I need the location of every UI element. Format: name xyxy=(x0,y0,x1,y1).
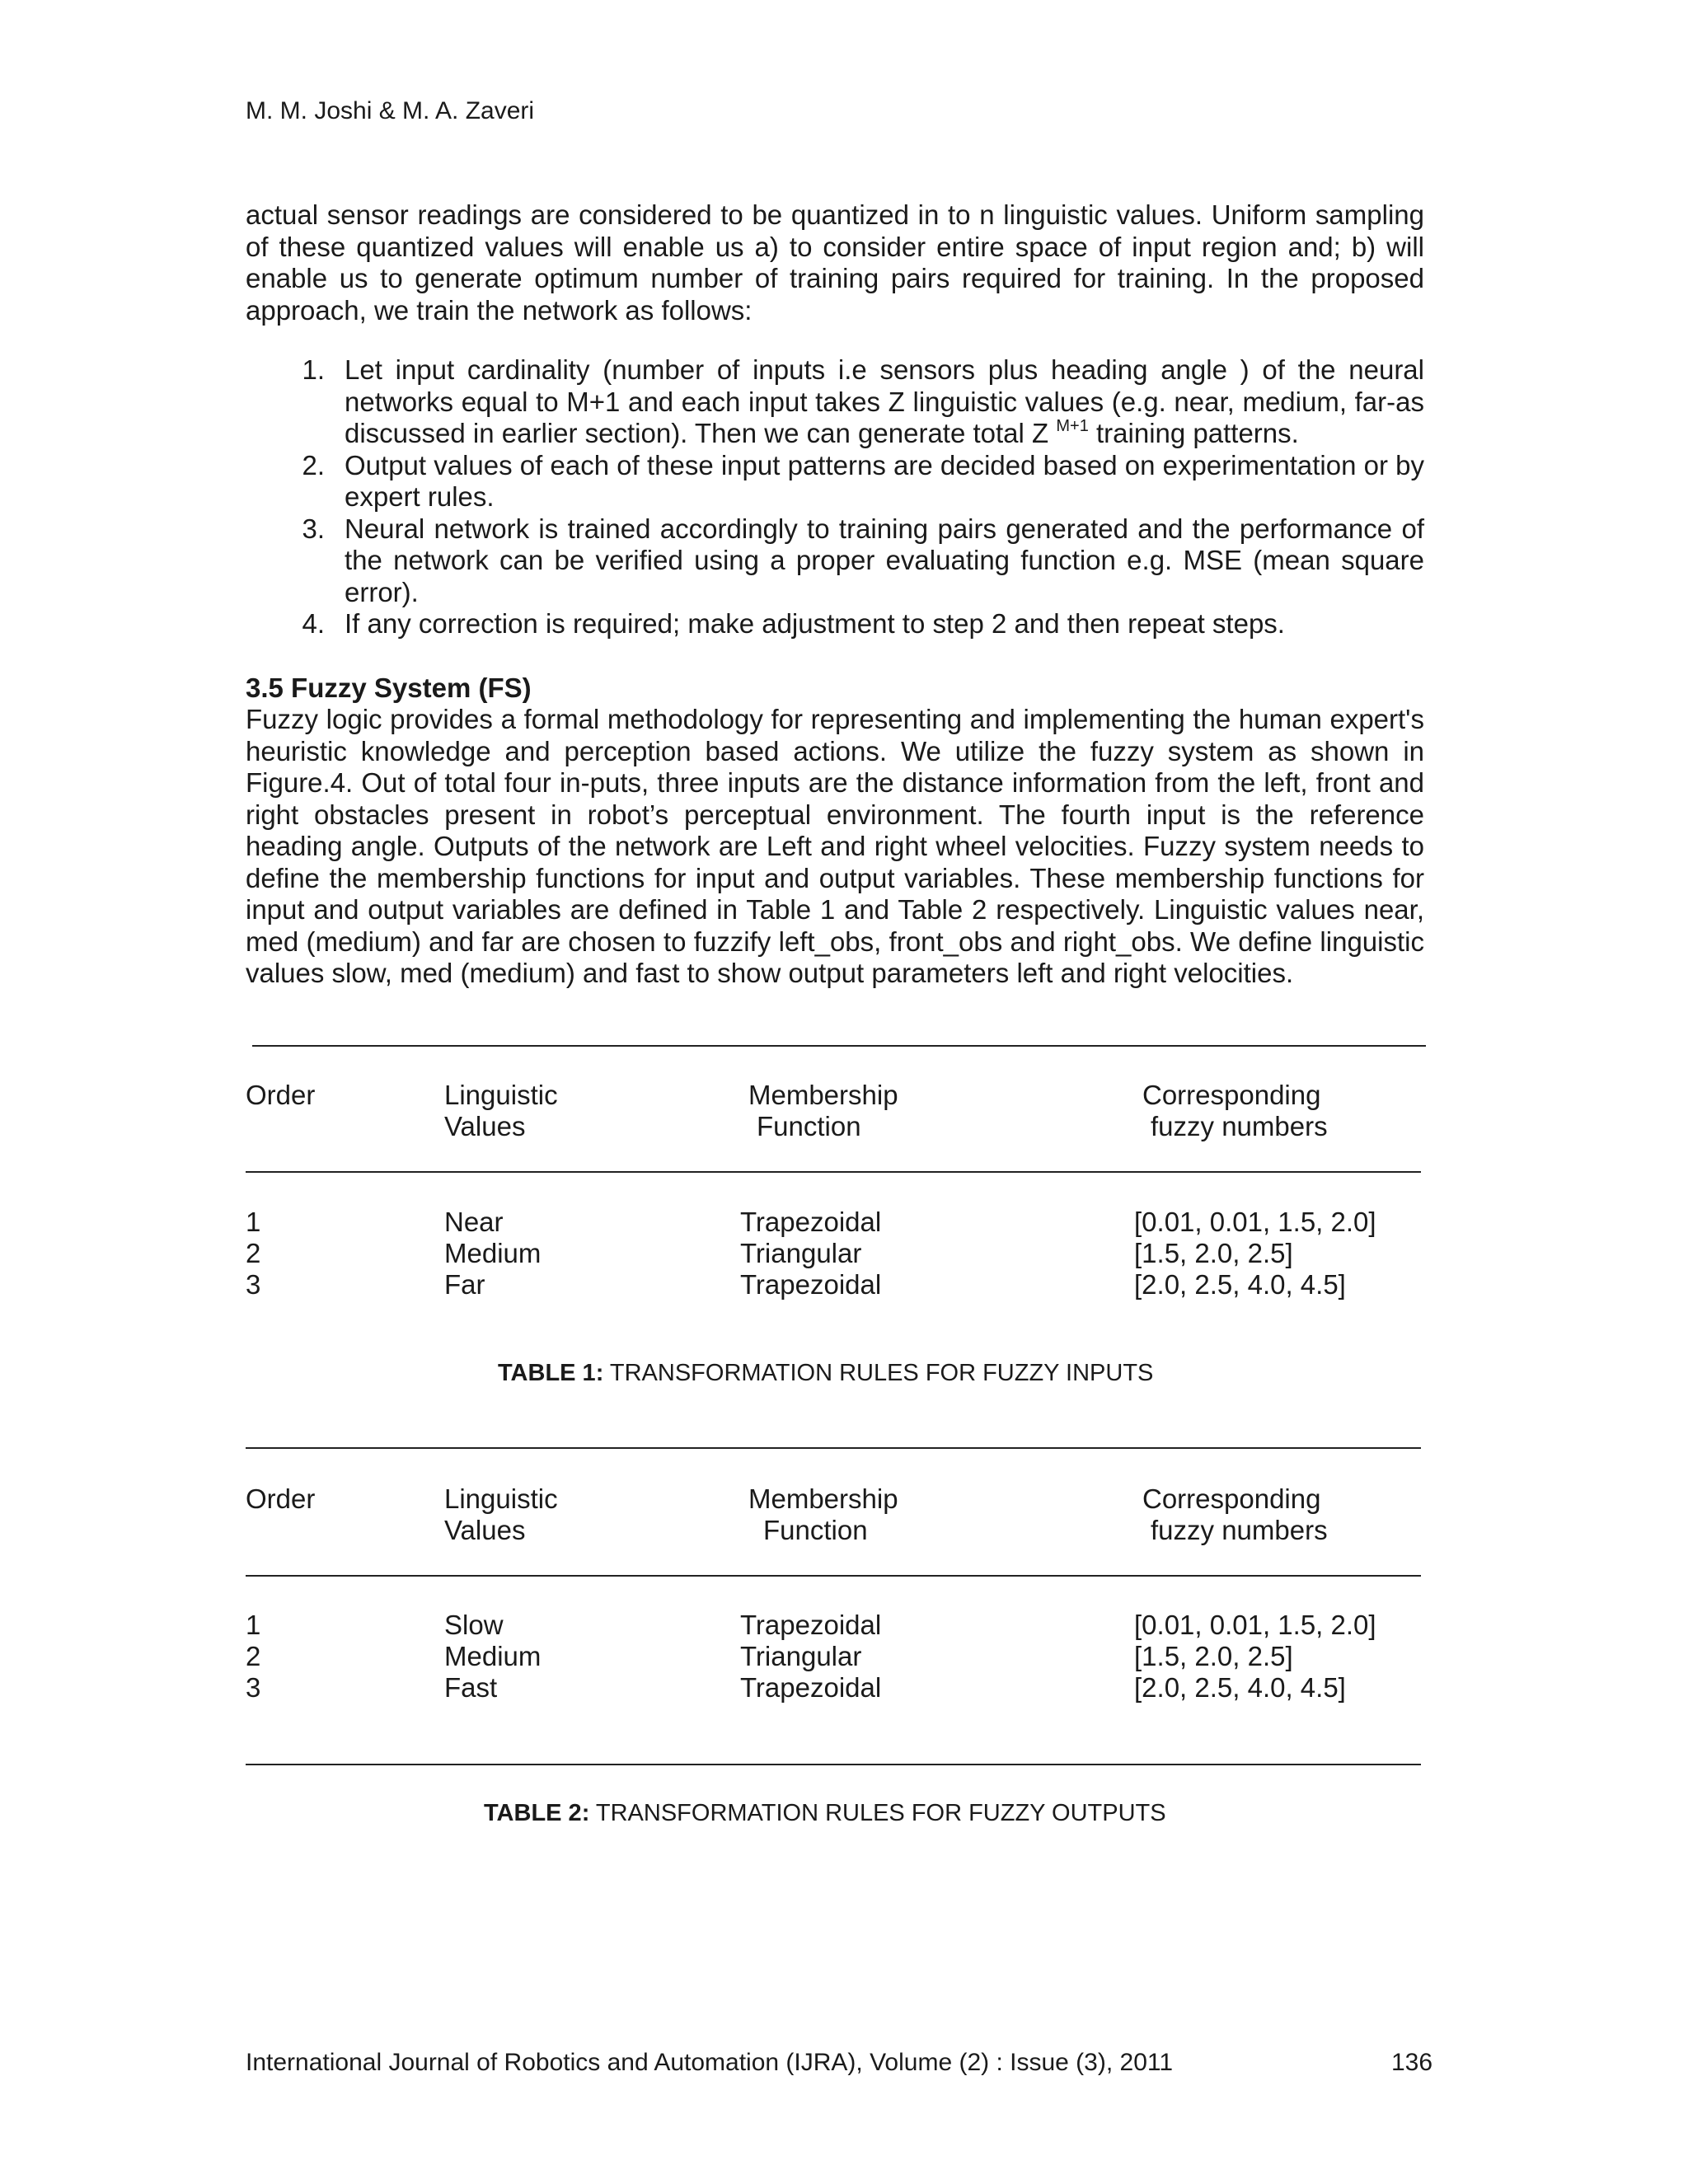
table-rule-header xyxy=(246,1171,1421,1173)
col-header-linguistic: Linguistic xyxy=(444,1483,558,1514)
list-item-text: Let input cardinality (number of inputs i.e sensors plus heading angle ) of the neural networks equal to M+1 and each input takes Z linguistic values (e.g. near, medium, far-as discussed in earlier section). Then we can generate total Z $^{M+1}$ training patterns. xyxy=(345,354,1424,448)
list-item xyxy=(246,608,1424,640)
table-cell-function: Trapezoidal xyxy=(740,1207,882,1237)
col-header-order: Order xyxy=(246,1080,316,1110)
table-rule-bottom xyxy=(246,1764,1421,1765)
table-caption xyxy=(484,1800,1166,1827)
table-rule-header xyxy=(246,1575,1421,1577)
table-cell-fuzzy-numbers: [0.01, 0.01, 1.5, 2.0] xyxy=(1134,1207,1376,1237)
journal-footer: International Journal of Robotics and Automation (IJRA), Volume (2) : Issue (3), 2011 xyxy=(246,2049,1174,2076)
table-cell-order: 1 xyxy=(246,1207,261,1237)
table-cell-fuzzy-numbers: [2.0, 2.5, 4.0, 4.5] xyxy=(1134,1672,1346,1703)
table-rule-top xyxy=(252,1045,1426,1047)
col-header-corresponding: Corresponding xyxy=(1142,1483,1321,1514)
list-item xyxy=(246,513,1424,609)
table-cell-fuzzy-numbers: [2.0, 2.5, 4.0, 4.5] xyxy=(1134,1269,1346,1300)
training-steps-list xyxy=(246,354,1424,640)
table-cell-value: Medium xyxy=(444,1641,542,1671)
table-cell-function: Trapezoidal xyxy=(740,1269,882,1300)
table-caption-text: TRANSFORMATION RULES FOR FUZZY INPUTS xyxy=(603,1360,1154,1386)
table-cell-function: Trapezoidal xyxy=(740,1672,882,1703)
superscript: M+1 xyxy=(1056,417,1089,435)
intro-paragraph: actual sensor readings are considered to be quantized in to n linguistic values. Uniform sampling of these quantized values will enable us a) to consider entire space of input region and; b) will enable us to generate optimum number of training pairs required for training. In the proposed approach, we train the network as follows: xyxy=(246,199,1424,326)
table-cell-fuzzy-numbers: [1.5, 2.0, 2.5] xyxy=(1134,1641,1293,1671)
list-item-number: 1. xyxy=(302,354,325,385)
col-header-order: Order xyxy=(246,1483,316,1514)
col-header-function: Function xyxy=(757,1111,861,1141)
list-item xyxy=(246,450,1424,513)
list-item-number: 4. xyxy=(302,608,325,639)
table-cell-value: Near xyxy=(444,1207,504,1237)
list-item-number: 3. xyxy=(302,513,325,544)
table-cell-order: 2 xyxy=(246,1238,261,1268)
col-header-corresponding: Corresponding xyxy=(1142,1080,1321,1110)
list-item-number: 2. xyxy=(302,449,325,480)
table-rule-top xyxy=(246,1447,1421,1449)
col-header-values: Values xyxy=(444,1515,526,1545)
table-cell-value: Medium xyxy=(444,1238,542,1268)
col-header-function: Function xyxy=(763,1515,868,1545)
col-header-fuzzy-numbers: fuzzy numbers xyxy=(1151,1111,1328,1141)
col-header-values: Values xyxy=(444,1111,526,1141)
table-cell-order: 3 xyxy=(246,1672,261,1703)
list-item-text: If any correction is required; make adjustment to step 2 and then repeat steps. xyxy=(345,608,1285,639)
table-cell-order: 3 xyxy=(246,1269,261,1300)
table-caption-label: TABLE 2: xyxy=(484,1800,590,1826)
list-item xyxy=(246,354,1424,450)
table-caption-text: TRANSFORMATION RULES FOR FUZZY OUTPUTS xyxy=(589,1800,1166,1826)
col-header-fuzzy-numbers: fuzzy numbers xyxy=(1151,1515,1328,1545)
table-cell-function: Triangular xyxy=(740,1641,862,1671)
table-cell-value: Slow xyxy=(444,1610,504,1640)
running-header: M. M. Joshi & M. A. Zaveri xyxy=(246,97,535,124)
table-caption xyxy=(498,1360,1153,1387)
col-header-membership: Membership xyxy=(748,1080,898,1110)
section-heading: 3.5 Fuzzy System (FS) xyxy=(246,673,532,703)
table-cell-fuzzy-numbers: [0.01, 0.01, 1.5, 2.0] xyxy=(1134,1610,1376,1640)
col-header-membership: Membership xyxy=(748,1483,898,1514)
table-cell-function: Trapezoidal xyxy=(740,1610,882,1640)
list-item-text: Neural network is trained accordingly to training pairs generated and the performance of the network can be verified using a proper evaluating function e.g. MSE (mean square error). xyxy=(345,513,1424,607)
table-cell-order: 2 xyxy=(246,1641,261,1671)
table-cell-fuzzy-numbers: [1.5, 2.0, 2.5] xyxy=(1134,1238,1293,1268)
list-item-text: Output values of each of these input patterns are decided based on experimentation or by expert rules. xyxy=(345,449,1424,512)
table-caption-label: TABLE 1: xyxy=(498,1360,604,1386)
page-number: 136 xyxy=(1391,2049,1433,2076)
section-paragraph: Fuzzy logic provides a formal methodology for representing and implementing the human expert's heuristic knowledge and perception based actions. We utilize the fuzzy system as shown in Figure.4. Out of total four in-puts, three inputs are the distance information from the left, front and right obstacles present in robot’s perceptual environment. The fourth input is the reference heading angle. Outputs of the network are Left and right wheel velocities. Fuzzy system needs to define the membership functions for input and output variables. These membership functions for input and output variables are defined in Table 1 and Table 2 respectively. Linguistic values near, med (medium) and far are chosen to fuzzify left_obs, front_obs and right_obs. We define linguistic values slow, med (medium) and fast to show output parameters left and right velocities. xyxy=(246,704,1424,988)
col-header-linguistic: Linguistic xyxy=(444,1080,558,1110)
table-cell-function: Triangular xyxy=(740,1238,862,1268)
table-cell-order: 1 xyxy=(246,1610,261,1640)
table-cell-value: Fast xyxy=(444,1672,498,1703)
table-cell-value: Far xyxy=(444,1269,485,1300)
